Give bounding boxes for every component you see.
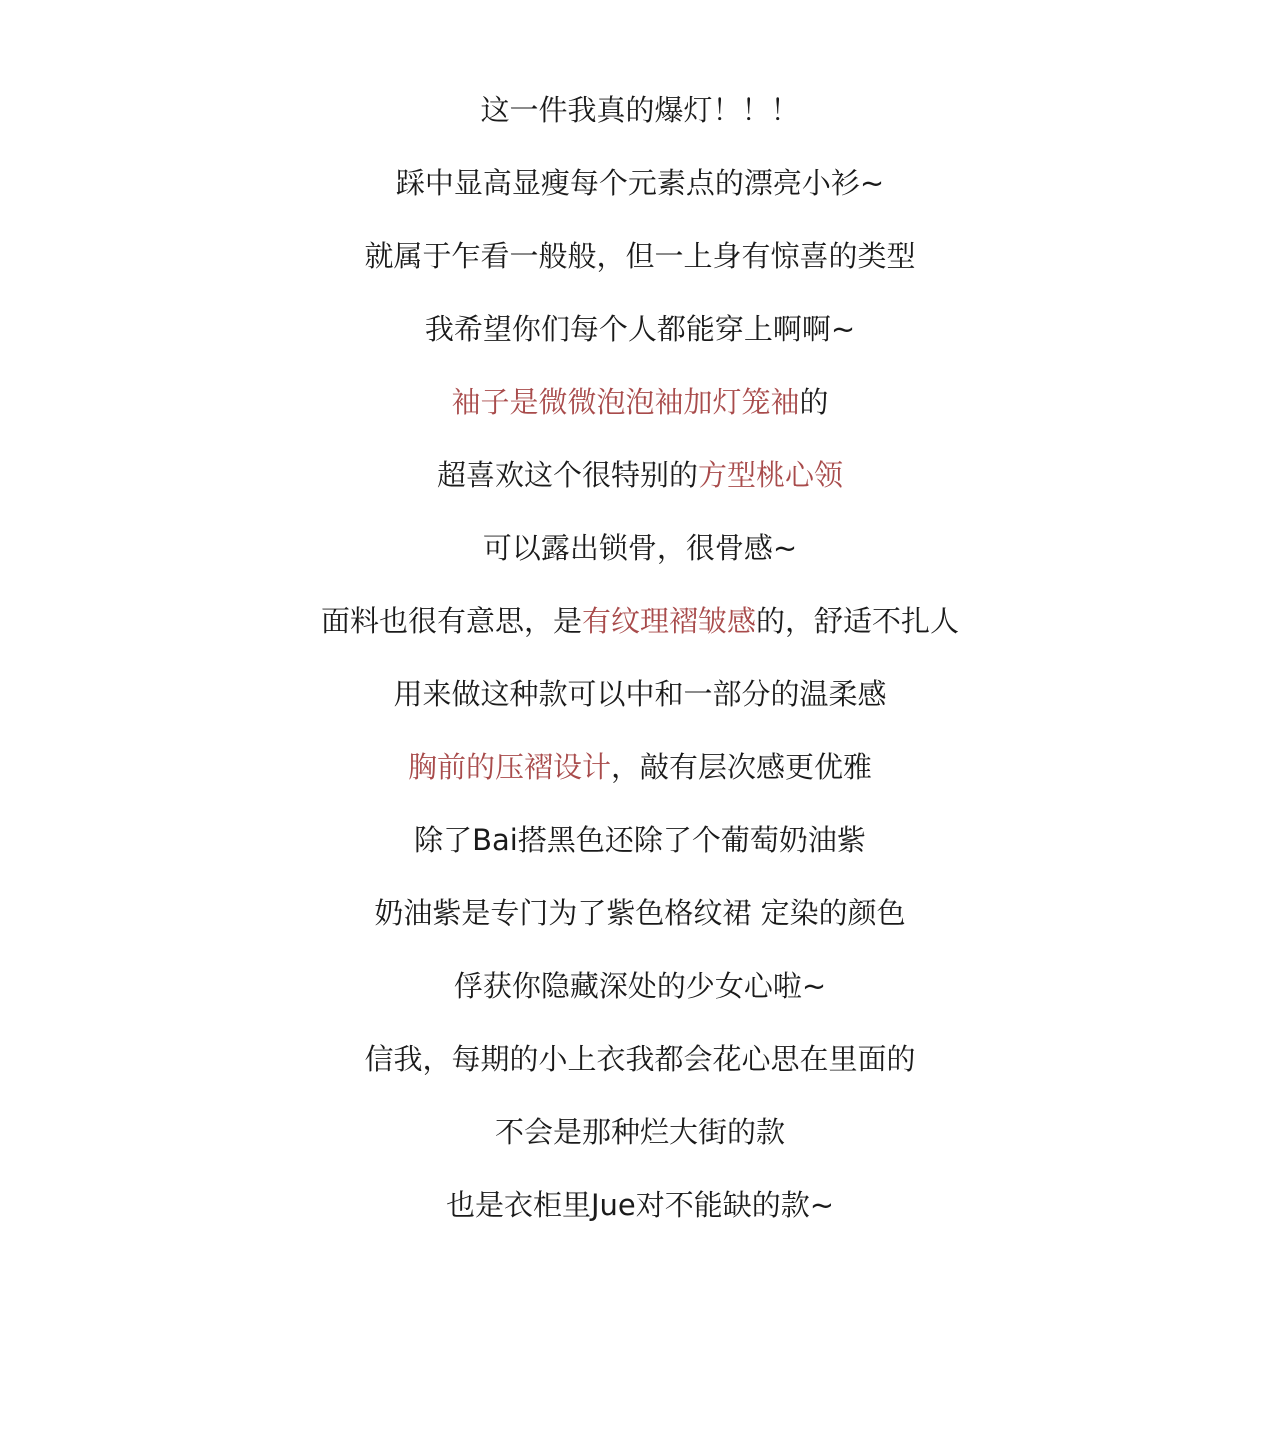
line-text: 的 — [799, 385, 829, 419]
text-line — [0, 311, 1280, 384]
line-text: 超喜欢这个很特别的 — [436, 458, 698, 492]
highlight-text: 袖子是微微泡泡袖加灯笼袖 — [451, 385, 800, 419]
text-line — [0, 749, 1280, 822]
line-text: 也是衣柜里Jue对不能缺的款~ — [445, 1188, 835, 1222]
line-text: 我希望你们每个人都能穿上啊啊~ — [424, 312, 856, 346]
line-text: 的，舒适不扎人 — [756, 604, 960, 638]
text-line — [0, 165, 1280, 238]
highlight-text: 方型桃心领 — [698, 458, 844, 492]
highlight-text: 胸前的压褶设计 — [407, 750, 611, 784]
text-line — [0, 895, 1280, 968]
line-text: 俘获你隐藏深处的少女心啦~ — [453, 969, 827, 1003]
text-line — [0, 603, 1280, 676]
text-line — [0, 238, 1280, 311]
text-line — [0, 384, 1280, 457]
line-text: 踩中显高显瘦每个元素点的漂亮小衫~ — [395, 166, 885, 200]
text-line — [0, 822, 1280, 895]
text-line — [0, 92, 1280, 165]
line-text: 可以露出锁骨，很骨感~ — [482, 531, 798, 565]
line-text: 信我，每期的小上衣我都会花心思在里面的 — [364, 1042, 916, 1076]
product-description — [0, 92, 1280, 1260]
highlight-text: 有纹理褶皱感 — [581, 604, 756, 638]
line-text: 用来做这种款可以中和一部分的温柔感 — [393, 677, 887, 711]
line-text: 不会是那种烂大街的款 — [494, 1115, 785, 1149]
text-line — [0, 530, 1280, 603]
text-line — [0, 968, 1280, 1041]
text-line — [0, 1041, 1280, 1114]
line-text: 这一件我真的爆灯！！！ — [480, 93, 800, 127]
text-line — [0, 1187, 1280, 1260]
line-text: 奶油紫是专门为了紫色格纹裙 定染的颜色 — [374, 896, 906, 930]
text-line — [0, 676, 1280, 749]
line-text: 除了Bai搭黑色还除了个葡萄奶油紫 — [414, 823, 866, 857]
line-text: 面料也很有意思，是 — [320, 604, 582, 638]
line-text: 就属于乍看一般般，但一上身有惊喜的类型 — [364, 239, 916, 273]
text-line — [0, 457, 1280, 530]
line-text: ，敲有层次感更优雅 — [611, 750, 873, 784]
text-line — [0, 1114, 1280, 1187]
